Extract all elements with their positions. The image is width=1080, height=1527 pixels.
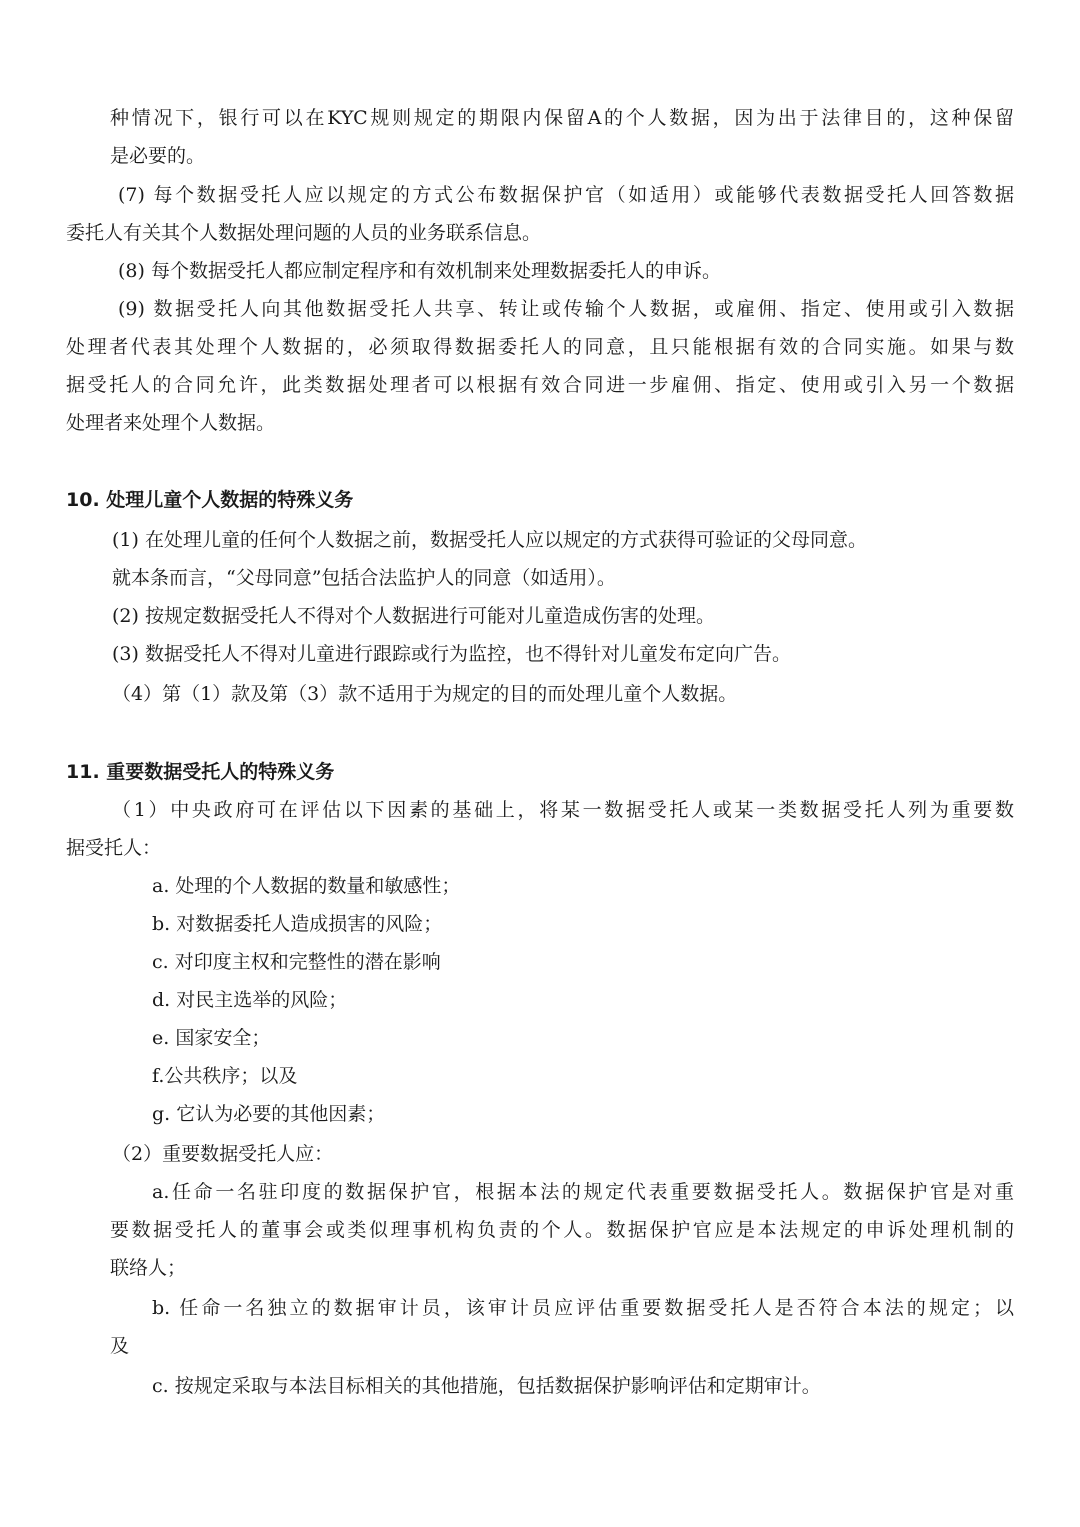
duty-a-line: 要数据受托人的董事会或类似理事机构负责的个人。数据保护官应是本法规定的申诉处理机制的 xyxy=(110,1219,1014,1241)
duty-b-line: b. 任命一名独立的数据审计员，该审计员应评估重要数据受托人是否符合本法的规定；以 xyxy=(152,1297,1014,1319)
duty-b-line: 及 xyxy=(110,1335,130,1357)
list-item: a. 处理的个人数据的数量和敏感性； xyxy=(152,875,461,897)
section-10-line: (2) 按规定数据受托人不得对个人数据进行可能对儿童造成伤害的处理。 xyxy=(112,605,715,627)
list-item: e. 国家安全； xyxy=(152,1027,271,1049)
clause-8-line: (8) 每个数据受托人都应制定程序和有效机制来处理数据委托人的申诉。 xyxy=(118,260,721,282)
clause-9-line: 处理者来处理个人数据。 xyxy=(66,412,276,434)
section-11-intro-line: （1）中央政府可在评估以下因素的基础上，将某一数据受托人或某一类数据受托人列为重要数 xyxy=(112,799,1014,821)
list-item: b. 对数据委托人造成损害的风险； xyxy=(152,913,443,935)
clause-7-line: (7) 每个数据受托人应以规定的方式公布数据保护官（如适用）或能够代表数据受托人回答数据 xyxy=(118,184,1014,206)
clause-9-line: (9) 数据受托人向其他数据受托人共享、转让或传输个人数据，或雇佣、指定、使用或引入数据 xyxy=(118,298,1014,320)
section-10-line: 就本条而言，“父母同意”包括合法监护人的同意（如适用）。 xyxy=(112,567,616,589)
list-item: g. 它认为必要的其他因素； xyxy=(152,1103,386,1125)
duty-a-line: a.任命一名驻印度的数据保护官，根据本法的规定代表重要数据受托人。数据保护官是对重 xyxy=(152,1181,1014,1203)
section-10-line: (1) 在处理儿童的任何个人数据之前，数据受托人应以规定的方式获得可验证的父母同意。 xyxy=(112,529,867,551)
clause-9-line: 据受托人的合同允许，此类数据处理者可以根据有效合同进一步雇佣、指定、使用或引入另一个数据 xyxy=(66,374,1014,396)
section-10-line: （4）第（1）款及第（3）款不适用于为规定的目的而处理儿童个人数据。 xyxy=(112,683,738,705)
section-10-line: (3) 数据受托人不得对儿童进行跟踪或行为监控，也不得针对儿童发布定向广告。 xyxy=(112,643,791,665)
section-10-heading: 10. 处理儿童个人数据的特殊义务 xyxy=(66,489,354,511)
list-item: d. 对民主选举的风险； xyxy=(152,989,348,1011)
duty-c-line: c. 按规定采取与本法目标相关的其他措施，包括数据保护影响评估和定期审计。 xyxy=(152,1375,821,1397)
duty-a-line: 联络人； xyxy=(110,1257,187,1279)
paragraph-line: 种情况下，银行可以在KYC规则规定的期限内保留A的个人数据，因为出于法律目的，这种保留 xyxy=(110,107,1014,129)
paragraph-line: 是必要的。 xyxy=(110,145,206,167)
list-item: c. 对印度主权和完整性的潜在影响 xyxy=(152,951,441,973)
subsection-2-heading: （2）重要数据受托人应： xyxy=(112,1143,334,1165)
section-11-heading: 11. 重要数据受托人的特殊义务 xyxy=(66,761,335,783)
section-11-intro-line: 据受托人： xyxy=(66,837,162,859)
clause-9-line: 处理者代表其处理个人数据的，必须取得数据委托人的同意，且只能根据有效的合同实施。如果与数 xyxy=(66,336,1014,358)
clause-7-line: 委托人有关其个人数据处理问题的人员的业务联系信息。 xyxy=(66,222,542,244)
list-item: f.公共秩序；以及 xyxy=(152,1065,298,1087)
